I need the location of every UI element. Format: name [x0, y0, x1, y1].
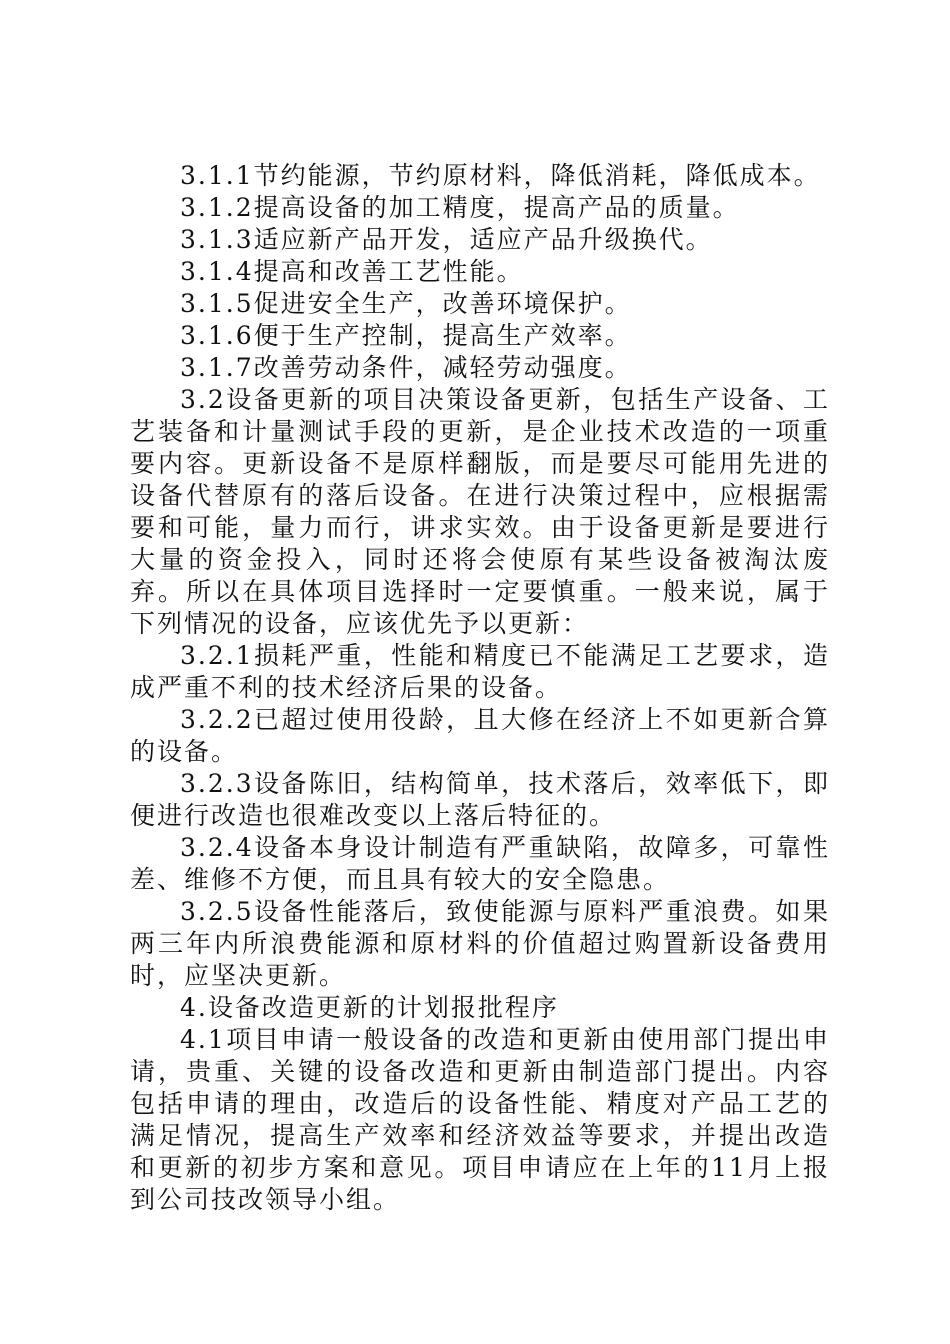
paragraph-4-1: 4.1项目申请一般设备的改造和更新由使用部门提出申请，贵重、关键的设备改造和更新由制造部门提出。内容包括申请的理由，改造后的设备性能、精度对产品工艺的满足情况，提高生产效率和经济效益等要求，并提出改造和更新的初步方案和意见。项目申请应在上年的11月上报到公司技改领导小组。	[130, 1025, 830, 1214]
paragraph-3-2-1: 3.2.1损耗严重，性能和精度已不能满足工艺要求，造成严重不利的技术经济后果的设备。	[130, 641, 830, 702]
section-heading-4: 4.设备改造更新的计划报批程序	[180, 993, 559, 1022]
paragraph-3-2: 3.2设备更新的项目决策设备更新，包括生产设备、工艺装备和计量测试手段的更新，是企业技术改造的一项重要内容。更新设备不是原样翻版，而是要尽可能用先进的设备代替原有的落后设备。在进行决策过程中，应根据需要和可能，量力而行，讲求实效。由于设备更新是要进行大量的资金投入，同时还将会使原有某些设备被淘汰废弃。所以在具体项目选择时一定要慎重。一般来说，属于下列情况的设备，应该优先予以更新：	[130, 385, 830, 638]
paragraph-3-2-4: 3.2.4设备本身设计制造有严重缺陷，故障多，可靠性差、维修不方便，而且具有较大的安全隐患。	[130, 833, 830, 894]
paragraph-3-1-7: 3.1.7改善劳动条件，减轻劳动强度。	[180, 353, 632, 382]
paragraph-3-1-2: 3.1.2提高设备的加工精度，提高产品的质量。	[180, 193, 740, 222]
paragraph-3-1-6: 3.1.6便于生产控制，提高生产效率。	[180, 321, 632, 350]
document-body	[130, 160, 830, 1216]
paragraph-3-2-3: 3.2.3设备陈旧，结构简单，技术落后，效率低下，即便进行改造也很难改变以上落后特征的。	[130, 769, 830, 830]
paragraph-3-1-3: 3.1.3适应新产品开发，适应产品升级换代。	[180, 225, 713, 254]
paragraph-3-2-2: 3.2.2已超过使用役龄，且大修在经济上不如更新合算的设备。	[130, 705, 830, 766]
paragraph-3-2-5: 3.2.5设备性能落后，致使能源与原料严重浪费。如果两三年内所浪费能源和原材料的价值超过购置新设备费用时，应坚决更新。	[130, 897, 830, 990]
paragraph-3-1-5: 3.1.5促进安全生产，改善环境保护。	[180, 289, 632, 318]
paragraph-3-1-4: 3.1.4提高和改善工艺性能。	[180, 257, 524, 286]
paragraph-3-1-1: 3.1.1节约能源，节约原材料，降低消耗，降低成本。	[180, 161, 821, 190]
